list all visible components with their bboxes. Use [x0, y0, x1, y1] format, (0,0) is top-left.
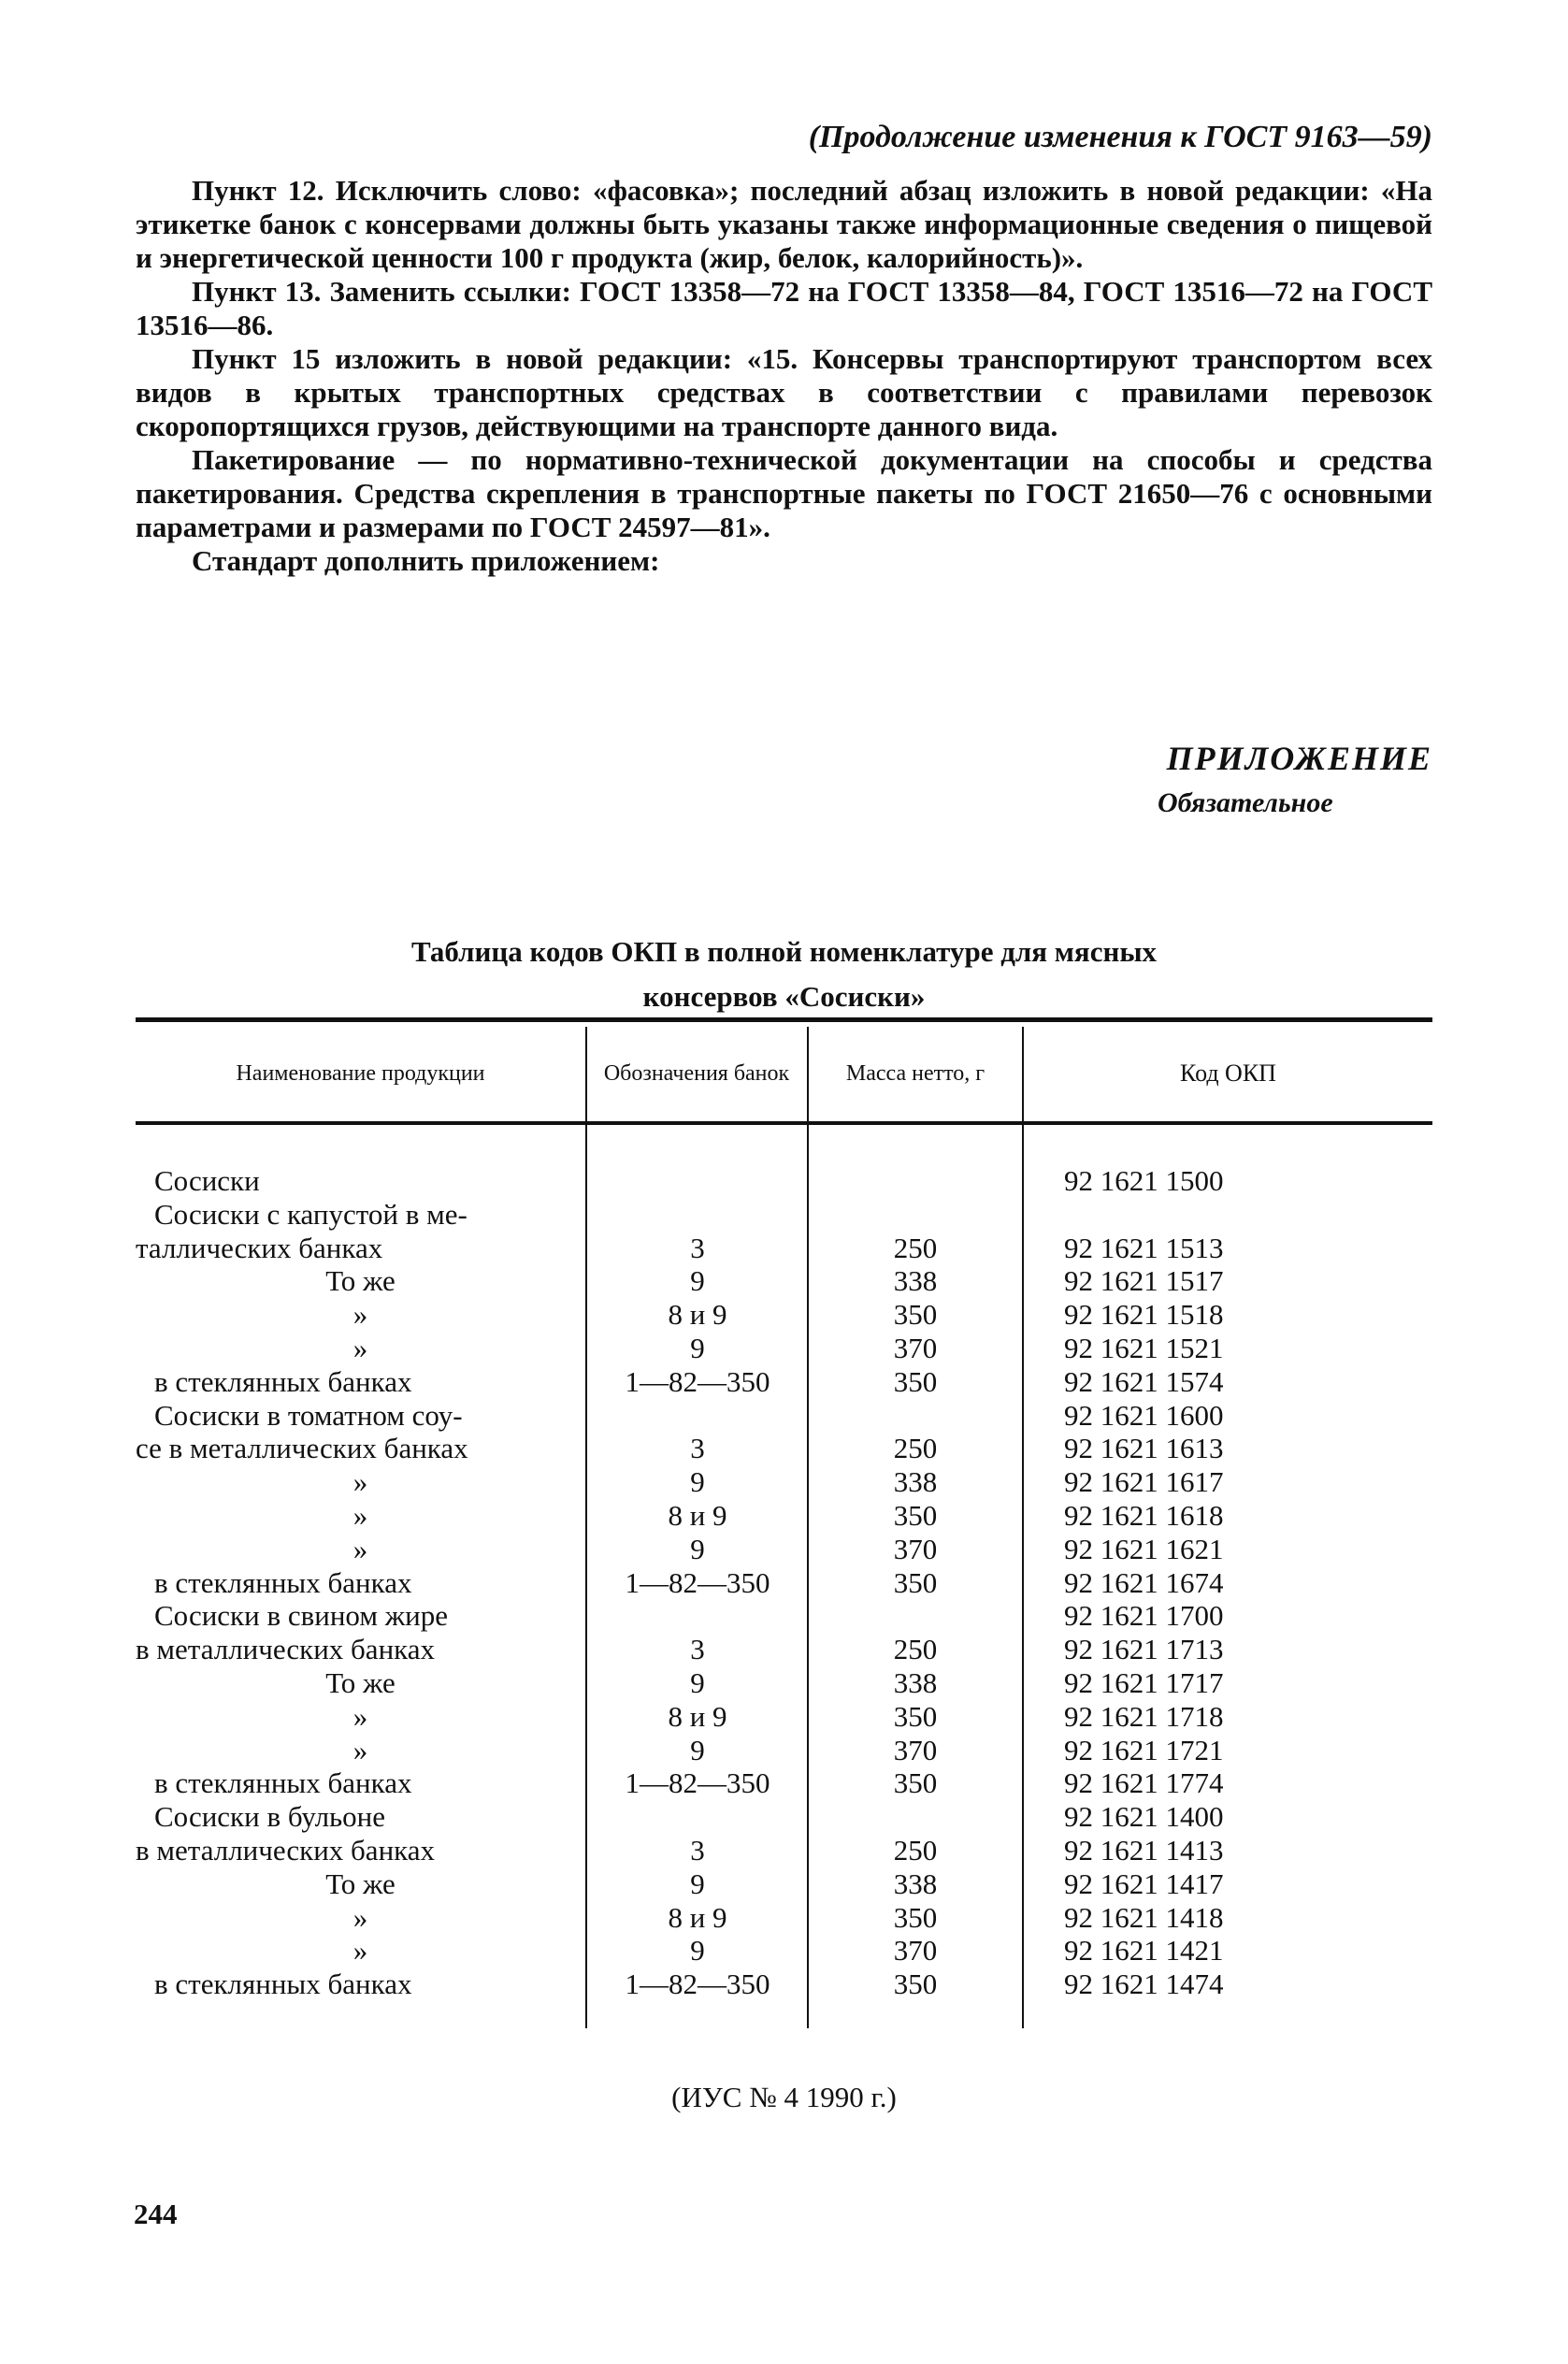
table-row [136, 1934, 1432, 1968]
table-row [136, 1700, 1432, 1734]
paragraph-appendix-note: Стандарт дополнить приложением: [192, 544, 660, 577]
cell-can-designation: 8 и 9 [668, 1900, 727, 1934]
cell-okp-code: 92 1621 1618 [1064, 1499, 1224, 1532]
cell-product-name: Сосиски с капустой в ме- [154, 1197, 468, 1231]
paragraph-item-15: Пункт 15 изложить в новой редакции: «15. Консервы транспортируют транспортом всех видов в крытых транспортных средствах в соответствии с правилами перевозок скоропортящихся грузов, действующими на транспорте данного вида. [136, 342, 1432, 442]
cell-okp-code: 92 1621 1613 [1064, 1432, 1224, 1465]
cell-net-mass: 350 [893, 1699, 938, 1733]
cell-net-mass: 350 [893, 1766, 938, 1800]
appendix-subtitle: Обязательное [1158, 787, 1333, 818]
cell-product-name: » [352, 1900, 368, 1934]
table-row [136, 1332, 1432, 1365]
cell-product-name: То же [325, 1666, 396, 1699]
cell-product-name: Сосиски в свином жире [154, 1599, 448, 1633]
cell-product-name: То же [325, 1264, 396, 1298]
cell-net-mass: 338 [893, 1666, 938, 1699]
cell-product-name: в металлических банках [136, 1633, 436, 1666]
cell-net-mass: 338 [893, 1264, 938, 1298]
page-number: 244 [134, 2198, 178, 2230]
cell-product-name: в металлических банках [136, 1834, 436, 1867]
cell-can-designation: 8 и 9 [668, 1699, 727, 1733]
cell-okp-code: 92 1621 1617 [1064, 1465, 1224, 1499]
table-row [136, 1365, 1432, 1399]
table-header-rule [136, 1121, 1432, 1125]
cell-okp-code: 92 1621 1600 [1064, 1398, 1224, 1432]
cell-product-name: » [352, 1465, 368, 1499]
cell-net-mass: 350 [893, 1298, 938, 1332]
table-row [136, 1499, 1432, 1533]
cell-product-name: » [352, 1298, 368, 1332]
cell-product-name: в стеклянных банках [154, 1968, 412, 2001]
cell-net-mass: 350 [893, 1499, 938, 1532]
cell-can-designation: 9 [690, 1733, 705, 1766]
table-row [136, 1566, 1432, 1600]
cell-product-name: » [352, 1934, 368, 1968]
cell-product-name: » [352, 1699, 368, 1733]
cell-can-designation: 1—82—350 [625, 1565, 770, 1599]
table-row [136, 1465, 1432, 1499]
cell-okp-code: 92 1621 1674 [1064, 1565, 1224, 1599]
cell-net-mass: 338 [893, 1867, 938, 1900]
cell-product-name: се в металлических банках [136, 1432, 468, 1465]
cell-okp-code: 92 1621 1421 [1064, 1934, 1224, 1968]
table-row [136, 1298, 1432, 1332]
cell-okp-code: 92 1621 1474 [1064, 1968, 1224, 2001]
cell-okp-code: 92 1621 1417 [1064, 1867, 1224, 1900]
column-header-can: Обозначения банок [603, 1061, 790, 1086]
cell-net-mass: 250 [893, 1432, 938, 1465]
cell-net-mass: 338 [893, 1465, 938, 1499]
cell-net-mass: 370 [893, 1733, 938, 1766]
amendment-text [136, 174, 1432, 578]
cell-okp-code: 92 1621 1418 [1064, 1900, 1224, 1934]
table-row [136, 1834, 1432, 1867]
cell-net-mass: 350 [893, 1565, 938, 1599]
cell-okp-code: 92 1621 1700 [1064, 1599, 1224, 1633]
cell-can-designation: 3 [690, 1432, 705, 1465]
table-row [136, 1633, 1432, 1666]
cell-okp-code: 92 1621 1500 [1064, 1164, 1224, 1197]
cell-can-designation: 9 [690, 1264, 705, 1298]
table-row [136, 1399, 1432, 1433]
table-row [136, 1968, 1432, 2001]
cell-can-designation: 8 и 9 [668, 1298, 727, 1332]
source-note: (ИУС № 4 1990 г.) [671, 2081, 897, 2113]
table-title-line-2: консервов «Сосиски» [642, 980, 926, 1013]
cell-net-mass: 370 [893, 1532, 938, 1565]
cell-can-designation: 8 и 9 [668, 1499, 727, 1532]
table-row [136, 1198, 1432, 1232]
cell-okp-code: 92 1621 1718 [1064, 1699, 1224, 1733]
cell-okp-code: 92 1621 1521 [1064, 1332, 1224, 1364]
cell-can-designation: 9 [690, 1934, 705, 1968]
cell-okp-code: 92 1621 1713 [1064, 1633, 1224, 1666]
cell-can-designation: 9 [690, 1332, 705, 1364]
cell-okp-code: 92 1621 1513 [1064, 1231, 1224, 1264]
column-header-mass: Масса нетто, г [845, 1061, 985, 1086]
cell-net-mass: 350 [893, 1364, 938, 1398]
table-row [136, 1734, 1432, 1767]
cell-net-mass: 250 [893, 1231, 938, 1264]
cell-product-name: в стеклянных банках [154, 1364, 412, 1398]
cell-can-designation: 9 [690, 1666, 705, 1699]
table-row [136, 1766, 1432, 1800]
cell-okp-code: 92 1621 1400 [1064, 1800, 1224, 1834]
cell-okp-code: 92 1621 1774 [1064, 1766, 1224, 1800]
paragraph-packaging: Пакетирование — по нормативно-технической документации на способы и средства пакетирования. Средства скрепления в транспортные пакеты по ГОСТ 21650—76 с основными параметрами и размерами по ГОСТ 24597—81». [136, 443, 1432, 543]
table-row [136, 1901, 1432, 1935]
table-row [136, 1232, 1432, 1265]
cell-product-name: Сосиски [154, 1164, 260, 1197]
table-row [136, 1164, 1432, 1198]
cell-product-name: То же [325, 1867, 396, 1900]
cell-product-name: в стеклянных банках [154, 1565, 412, 1599]
cell-net-mass: 250 [893, 1633, 938, 1666]
cell-okp-code: 92 1621 1717 [1064, 1666, 1224, 1699]
cell-can-designation: 1—82—350 [625, 1766, 770, 1800]
cell-can-designation: 3 [690, 1834, 705, 1867]
cell-net-mass: 350 [893, 1968, 938, 2001]
paragraph-item-12: Пункт 12. Исключить слово: «фасовка»; последний абзац изложить в новой редакции: «На этикетке банок с консервами должны быть указаны также информационные сведения о пищевой и энергетической ценности 100 г продукта (жир, белок, калорийность)». [136, 174, 1432, 274]
continuation-header: (Продолжение изменения к ГОСТ 9163—59) [808, 120, 1432, 154]
appendix-title: ПРИЛОЖЕНИЕ [1166, 740, 1432, 777]
cell-product-name: » [352, 1332, 368, 1364]
cell-net-mass: 370 [893, 1934, 938, 1968]
cell-product-name: » [352, 1733, 368, 1766]
column-header-code: Код ОКП [1180, 1059, 1276, 1087]
cell-net-mass: 370 [893, 1332, 938, 1364]
cell-okp-code: 92 1621 1413 [1064, 1834, 1224, 1867]
column-header-name: Наименование продукции [236, 1061, 485, 1086]
table-row [136, 1264, 1432, 1298]
cell-can-designation: 3 [690, 1231, 705, 1264]
cell-net-mass: 250 [893, 1834, 938, 1867]
cell-product-name: таллических банках [136, 1231, 383, 1264]
table-row [136, 1666, 1432, 1700]
cell-product-name: » [352, 1532, 368, 1565]
table-title-line-1: Таблица кодов ОКП в полной номенклатуре для мясных [410, 935, 1158, 968]
cell-okp-code: 92 1621 1574 [1064, 1364, 1224, 1398]
table-row [136, 1533, 1432, 1566]
table-row [136, 1800, 1432, 1834]
table-top-rule [136, 1017, 1432, 1022]
cell-product-name: в стеклянных банках [154, 1766, 412, 1800]
cell-product-name: Сосиски в бульоне [154, 1800, 386, 1834]
cell-can-designation: 3 [690, 1633, 705, 1666]
cell-net-mass: 350 [893, 1900, 938, 1934]
table-row [136, 1867, 1432, 1901]
cell-can-designation: 1—82—350 [625, 1968, 770, 2001]
cell-product-name: » [352, 1499, 368, 1532]
cell-can-designation: 1—82—350 [625, 1364, 770, 1398]
cell-okp-code: 92 1621 1517 [1064, 1264, 1224, 1298]
cell-product-name: Сосиски в томатном соу- [154, 1398, 463, 1432]
table-row [136, 1432, 1432, 1465]
cell-can-designation: 9 [690, 1465, 705, 1499]
cell-can-designation: 9 [690, 1867, 705, 1900]
cell-okp-code: 92 1621 1721 [1064, 1733, 1224, 1766]
cell-okp-code: 92 1621 1518 [1064, 1298, 1224, 1332]
table-row [136, 1599, 1432, 1633]
paragraph-item-13: Пункт 13. Заменить ссылки: ГОСТ 13358—72 на ГОСТ 13358—84, ГОСТ 13516—72 на ГОСТ 13516—86. [136, 275, 1432, 341]
cell-can-designation: 9 [690, 1532, 705, 1565]
cell-okp-code: 92 1621 1621 [1064, 1532, 1224, 1565]
